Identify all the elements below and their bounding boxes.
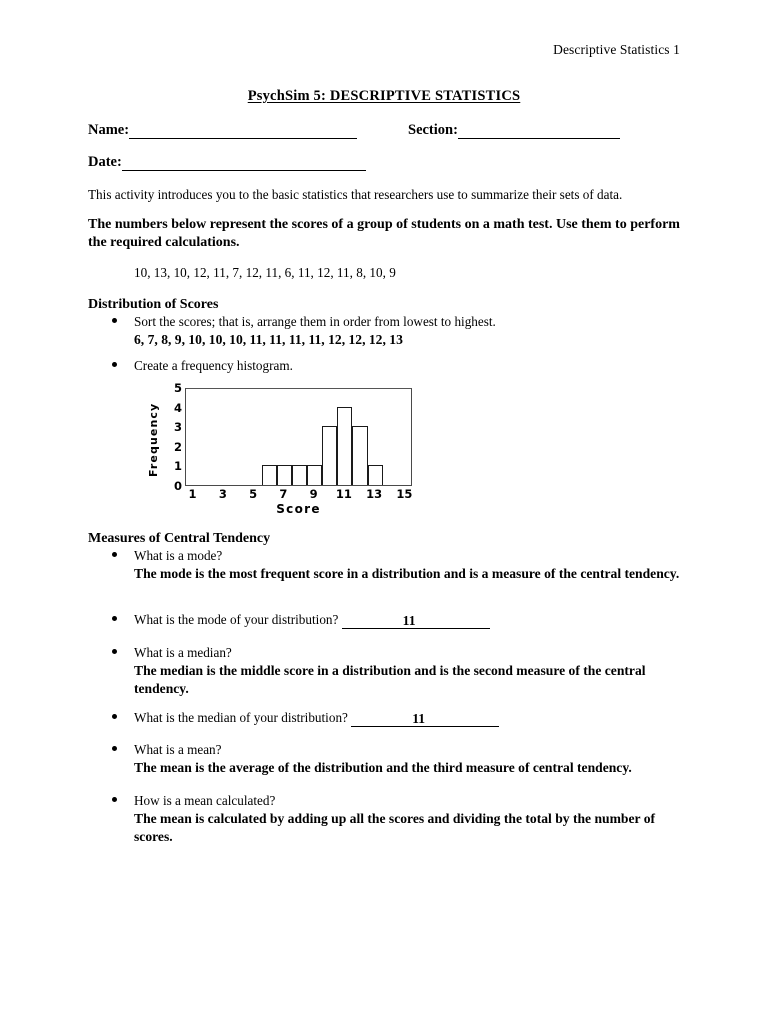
bullet-icon [112,649,117,654]
bullet-icon [112,616,117,621]
section-heading-distribution: Distribution of Scores [88,297,219,312]
mode-answer: The mode is the most frequent score in a distribution and is a measure of the central tendency. [134,565,680,581]
frequency-histogram [146,381,426,518]
histogram-question: Create a frequency histogram. [134,358,293,373]
histogram-bar [352,426,367,485]
name-label: Name: [88,122,130,138]
list-item [112,792,682,846]
histogram-bar [337,407,352,485]
mean-question: What is a mean? [134,742,222,757]
median-definition-body [134,644,682,698]
histogram-y-tick: 5 [173,381,182,395]
median-answer-value: 11 [412,711,426,727]
sorted-scores-answer: 6, 7, 8, 9, 10, 10, 10, 11, 11, 11, 11, 12, 12, 12, 13 [134,331,403,347]
histogram-bar [262,465,277,485]
section-field [408,122,620,139]
mean-answer: The mean is the average of the distribution and the third measure of central tendency. [134,759,632,775]
median-value-body [134,709,682,727]
histogram-plot-area [185,388,412,486]
name-section-row [88,122,458,139]
section-heading-central-tendency: Measures of Central Tendency [88,531,271,546]
page-title [0,88,768,105]
date-input-line[interactable] [122,157,366,171]
running-head: Descriptive Statistics 1 [553,42,680,57]
histogram-y-tick: 4 [173,400,182,415]
bullet-icon [112,797,117,802]
histogram-bar [277,465,292,485]
histogram-bar [292,465,307,485]
bullet-icon [112,552,117,557]
name-field [88,122,357,139]
mean-calculation-body [134,792,682,846]
histogram-bar [307,465,322,485]
histogram-x-tick: 1 [188,487,197,501]
histogram-bars [186,389,411,485]
bullet-icon [112,362,117,367]
date-field [88,154,366,171]
histogram-x-tick: 9 [309,487,318,501]
list-item [112,709,682,727]
histogram-y-axis-label: Frequency [147,402,160,478]
mean-calculation-answer: The mean is calculated by adding up all the scores and dividing the total by the number of scores. [134,810,656,844]
histogram-x-tick: 5 [249,487,258,501]
histogram-x-tick: 3 [218,487,227,501]
page-title-text: PsychSim 5: DESCRIPTIVE STATISTICS [247,88,521,104]
list-item [112,313,682,349]
list-item [112,741,682,777]
histogram-x-axis-ticks [185,487,412,503]
mean-definition-body [134,741,682,777]
mode-of-distribution-question: What is the mode of your distribution? [134,612,339,627]
histogram-x-tick: 13 [366,487,383,501]
bullet-icon [112,714,117,719]
mode-question: What is a mode? [134,548,223,563]
mode-answer-value: 11 [402,613,416,629]
sort-item-body [134,313,682,349]
median-of-distribution-question: What is the median of your distribution? [134,710,348,725]
list-item [112,611,682,629]
bullet-icon [112,318,117,323]
median-answer: The median is the middle score in a distribution and is the second measure of the central tendency. [134,662,646,696]
section-input-line[interactable] [458,125,620,139]
histogram-x-axis-label: Score [276,502,321,516]
mode-definition-body [134,547,682,583]
mean-calculation-question: How is a mean calculated? [134,793,276,808]
histogram-bar [322,426,337,485]
histogram-y-tick: 3 [173,420,182,435]
name-input-line[interactable] [129,125,357,139]
prompt-paragraph: The numbers below represent the scores of a group of students on a math test. Use them to perform the required calculations. [88,217,680,251]
histogram-y-axis-ticks [166,381,182,493]
list-item [112,357,682,375]
section-label: Section: [408,122,458,138]
histogram-x-tick: 15 [396,487,413,501]
intro-paragraph: This activity introduces you to the basic statistics that researchers use to summarize their sets of data. [88,187,623,202]
histogram-y-tick: 1 [173,459,182,474]
mode-answer-rule[interactable] [342,614,490,629]
median-answer-blank[interactable] [351,709,499,727]
histogram-item-body [134,357,682,375]
mode-value-body [134,611,682,629]
histogram-bar [368,465,383,485]
list-item [112,644,682,698]
date-row [88,154,366,171]
sort-question: Sort the scores; that is, arrange them in order from lowest to highest. [134,314,496,329]
median-answer-rule[interactable] [351,712,499,727]
histogram-x-tick: 7 [279,487,288,501]
histogram-y-tick: 2 [173,439,182,454]
histogram-y-tick: 0 [173,479,182,493]
list-item [112,547,682,583]
bullet-icon [112,746,117,751]
mode-answer-blank[interactable] [342,611,490,629]
median-question: What is a median? [134,645,232,660]
raw-scores-list: 10, 13, 10, 12, 11, 7, 12, 11, 6, 11, 12, 11, 8, 10, 9 [134,265,396,280]
date-label: Date: [88,154,122,170]
histogram-x-tick: 11 [335,487,352,501]
